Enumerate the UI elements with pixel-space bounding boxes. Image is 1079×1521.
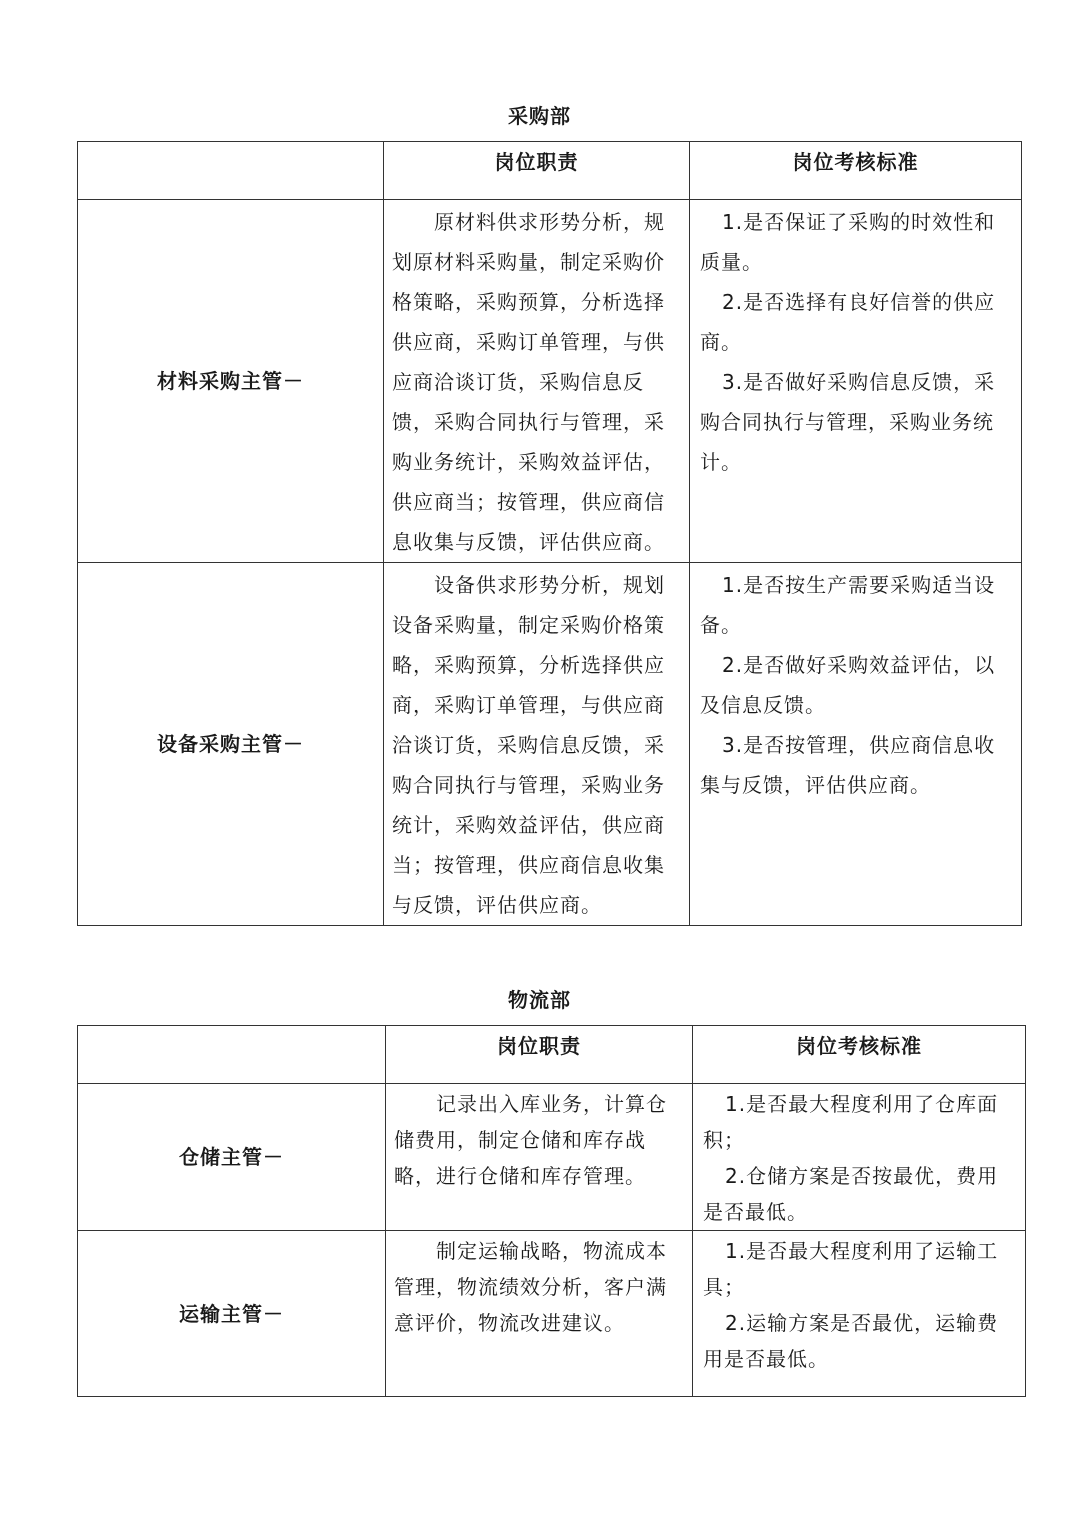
header-duty: 岗位职责 [384, 142, 690, 200]
header-duty: 岗位职责 [386, 1026, 693, 1084]
criteria-item: 1.是否最大程度利用了仓库面积； [703, 1092, 999, 1152]
duty-text: 制定运输战略，物流成本管理，物流绩效分析，客户满意评价，物流改进建议。 [394, 1239, 667, 1335]
criteria-item: 1.是否保证了采购的时效性和质量。 [700, 210, 996, 274]
criteria-item: 2.是否选择有良好信誉的供应商。 [700, 290, 996, 354]
criteria-cell [690, 563, 1022, 926]
duty-text: 原材料供求形势分析，规划原材料采购量，制定采购价格策略，采购预算，分析选择供应商，采购订单管理，与供应商洽谈订货，采购信息反馈，采购合同执行与管理，采购业务统计，采购效益评估，供应商当；按管理，供应商信息收集与反馈，评估供应商。 [392, 210, 665, 554]
criteria-item: 2.是否做好采购效益评估，以及信息反馈。 [700, 653, 996, 717]
header-blank-cell [78, 1026, 386, 1084]
table-row [78, 200, 1022, 563]
role-material-purchasing-manager: 材料采购主管－ [78, 200, 384, 563]
duty-cell [384, 563, 690, 926]
section-title-purchasing: 采购部 [508, 104, 571, 128]
logistics-table [77, 1025, 1026, 1397]
role-warehouse-manager: 仓储主管－ [78, 1084, 386, 1231]
criteria-item: 2.仓储方案是否按最优，费用是否最低。 [703, 1164, 999, 1224]
criteria-cell [693, 1084, 1026, 1231]
header-blank-cell [78, 142, 384, 200]
criteria-item: 2.运输方案是否最优，运输费用是否最低。 [703, 1311, 999, 1371]
table-row [78, 1231, 1026, 1397]
criteria-item: 3.是否做好采购信息反馈，采购合同执行与管理，采购业务统计。 [700, 370, 996, 474]
header-criteria: 岗位考核标准 [690, 142, 1022, 200]
criteria-item: 1.是否最大程度利用了运输工具； [703, 1239, 999, 1299]
duty-cell [386, 1231, 693, 1397]
criteria-item: 3.是否按管理，供应商信息收集与反馈，评估供应商。 [700, 733, 996, 797]
criteria-cell [690, 200, 1022, 563]
criteria-cell [693, 1231, 1026, 1397]
role-transport-manager: 运输主管－ [78, 1231, 386, 1397]
table-header-row [78, 1026, 1026, 1084]
table-row [78, 1084, 1026, 1231]
role-equipment-purchasing-manager: 设备采购主管－ [78, 563, 384, 926]
duty-text: 记录出入库业务，计算仓储费用，制定仓储和库存战略，进行仓储和库存管理。 [394, 1092, 667, 1188]
table-row [78, 563, 1022, 926]
section-title-logistics: 物流部 [508, 988, 571, 1012]
purchasing-table [77, 141, 1022, 926]
criteria-item: 1.是否按生产需要采购适当设备。 [700, 573, 996, 637]
table-header-row [78, 142, 1022, 200]
duty-cell [386, 1084, 693, 1231]
header-criteria: 岗位考核标准 [693, 1026, 1026, 1084]
duty-cell [384, 200, 690, 563]
duty-text: 设备供求形势分析，规划设备采购量，制定采购价格策略，采购预算，分析选择供应商，采购订单管理，与供应商洽谈订货，采购信息反馈，采购合同执行与管理，采购业务统计，采购效益评估，供应商当；按管理，供应商信息收集与反馈，评估供应商。 [392, 573, 665, 917]
